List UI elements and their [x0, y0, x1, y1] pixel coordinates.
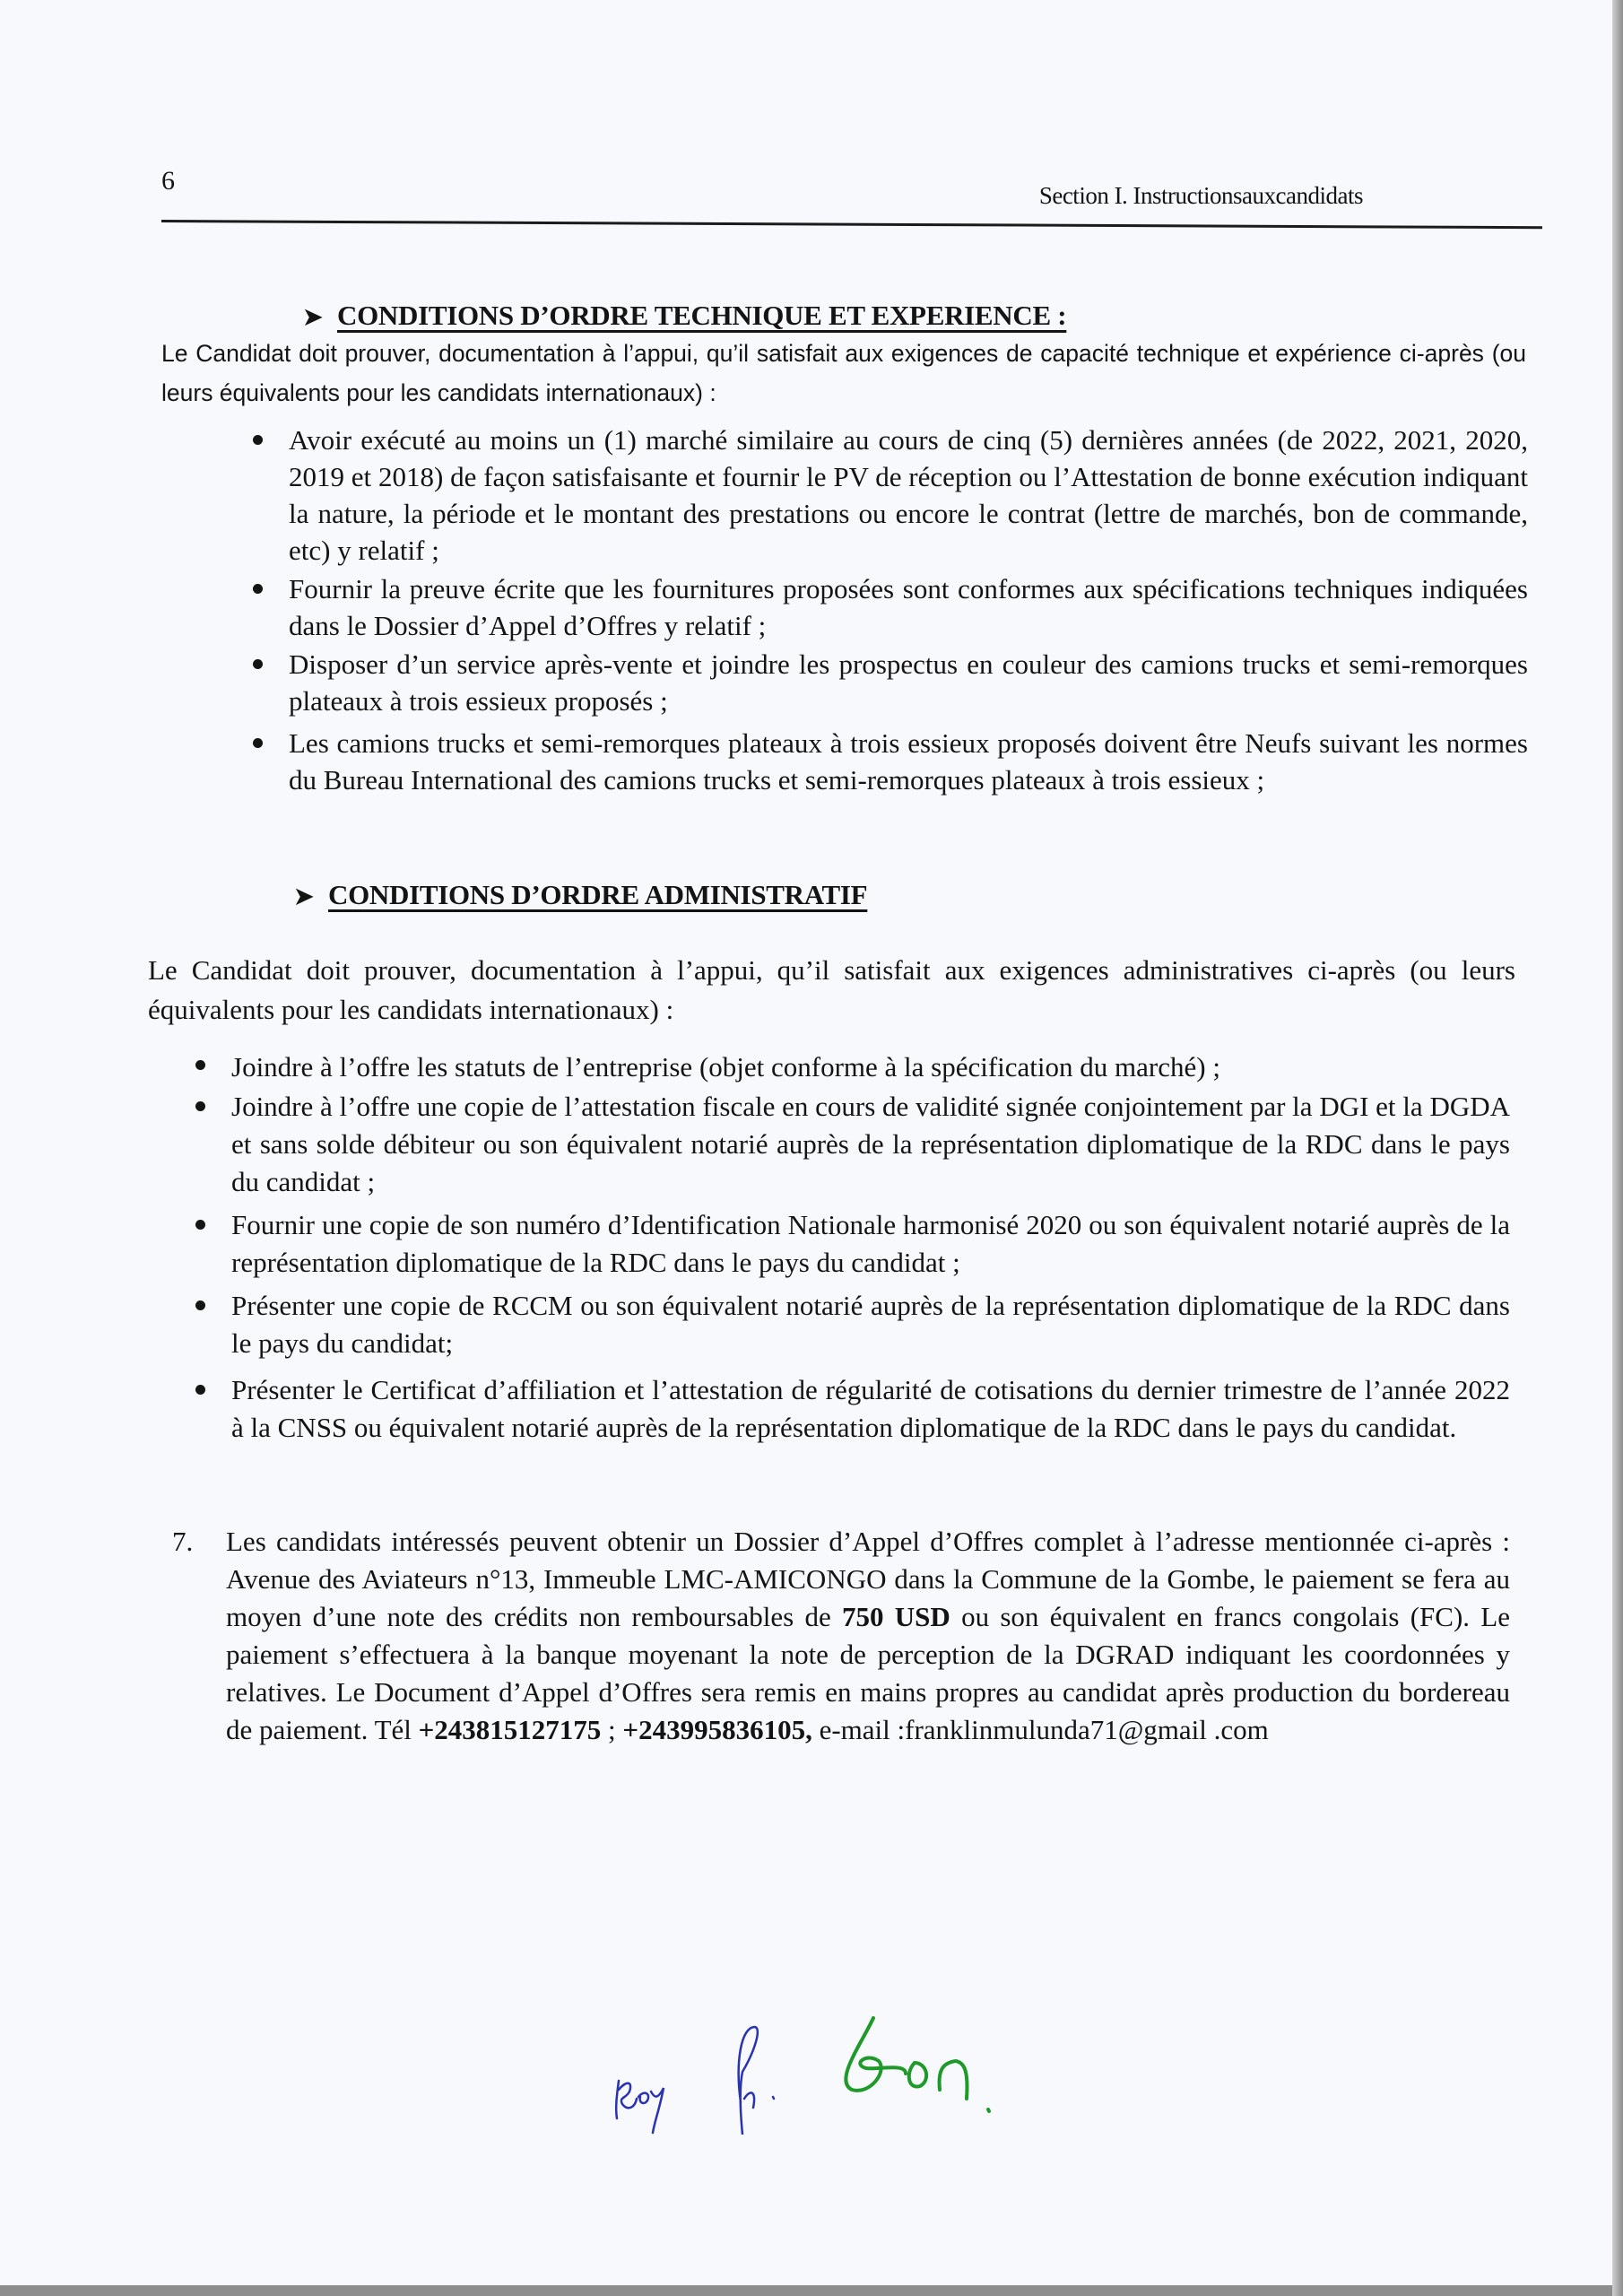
- technical-requirements-list: [289, 422, 1528, 798]
- list-item: Disposer d’un service après-vente et joindre les prospectus en couleur des camions trucks et semi-remorques plateaux à trois essieux proposés ;: [289, 646, 1528, 719]
- scan-edge-right: [1612, 0, 1623, 2296]
- bullet-icon: [195, 1220, 205, 1230]
- technical-heading: [303, 300, 1066, 332]
- list-item: Fournir une copie de son numéro d’Identification Nationale harmonisé 2020 ou son équivalent notarié auprès de la représentation diplomatique de la RDC dans le pays du candidat ;: [231, 1206, 1510, 1282]
- list-item: Les camions trucks et semi-remorques plateaux à trois essieux proposés doivent être Neufs suivant les normes du Bureau International des camions trucks et semi-remorques plateaux à trois essieux ;: [289, 725, 1528, 798]
- page-number: 6: [161, 166, 175, 196]
- bullet-icon: [195, 1385, 205, 1395]
- technical-heading-text: CONDITIONS D’ORDRE TECHNIQUE ET EXPERIENCE :: [337, 300, 1067, 331]
- administrative-requirements-list: [231, 1047, 1510, 1447]
- list-item: Avoir exécuté au moins un (1) marché similaire au cours de cinq (5) dernières années (de 2022, 2021, 2020, 2019 et 2018) de façon satisfaisante et fournir le PV de réception ou l’Attestation de bonne exécution indiquant la nature, la période et le montant des prestations ou encore le contrat (lettre de marchés, bon de commande, etc) y relatif ;: [289, 422, 1528, 569]
- arrow-bullet-icon: ➤: [294, 883, 314, 909]
- initials-blue-2: [739, 2027, 774, 2135]
- arrow-bullet-icon: ➤: [303, 304, 323, 330]
- initials-green: [846, 2018, 989, 2111]
- section-title: Section I. Instructionsauxcandidats: [1038, 182, 1363, 209]
- scan-edge-bottom: [0, 2285, 1623, 2296]
- bullet-icon: [195, 1101, 205, 1111]
- bullet-icon: [253, 659, 263, 669]
- list-item: Présenter une copie de RCCM ou son équivalent notarié auprès de la représentation diplomatique de la RDC dans le pays du candidat;: [231, 1287, 1510, 1362]
- numbered-paragraph-7: 7. Les candidats intéressés peuvent obtenir un Dossier d’Appel d’Offres complet à l’adresse mentionnée ci-après : Avenue des Aviateurs n°13, Immeuble LMC-AMICONGO dans la Commune de la Gombe, le paiement se fera au moyen d’une note des crédits non remboursables de 750 USD ou son équivalent en francs congolais (FC). Le paiement s’effectuera à la banque moyenant la note de perception de la DGRAD indiquant les coordonnées y relatives. Le Document d’Appel d’Offres sera remis en mains propres au candidat après production du bordereau de paiement. Tél +243815127175 ; +243995836105, e-mail :franklinmulunda71@gmail .com: [226, 1523, 1510, 1749]
- header-rule: [161, 220, 1542, 229]
- item-number: 7.: [172, 1526, 194, 1557]
- technical-intro: Le Candidat doit prouver, documentation à l’appui, qu’il satisfait aux exigences de capacité technique et expérience ci-après (ou leurs équivalents pour les candidats internationaux) :: [161, 340, 1526, 406]
- administrative-heading-text: CONDITIONS D’ORDRE ADMINISTRATIF: [328, 879, 868, 910]
- administrative-intro: Le Candidat doit prouver, documentation à l’appui, qu’il satisfait aux exigences administratives ci-après (ou leurs équivalents pour les candidats internationaux) :: [148, 954, 1515, 1025]
- phone-number: +243815127175: [418, 1714, 602, 1745]
- fee-amount: 750 USD: [842, 1601, 950, 1632]
- email-address: e-mail :franklinmulunda71@gmail .com: [812, 1714, 1269, 1745]
- handwritten-signatures: [583, 1955, 1085, 2135]
- bullet-icon: [253, 584, 263, 594]
- list-item: Présenter le Certificat d’affiliation et l’attestation de régularité de cotisations du dernier trimestre de l’année 2022 à la CNSS ou équivalent notarié auprès de la représentation diplomatique de la RDC dans le pays du candidat.: [231, 1371, 1510, 1447]
- list-item: Joindre à l’offre les statuts de l’entreprise (objet conforme à la spécification du marché) ;: [231, 1047, 1510, 1088]
- phone-number: +243995836105,: [622, 1714, 812, 1745]
- list-item: Fournir la preuve écrite que les fournitures proposées sont conformes aux spécifications techniques indiquées dans le Dossier d’Appel d’Offres y relatif ;: [289, 570, 1528, 644]
- initials-blue-1: [616, 2081, 664, 2133]
- bullet-icon: [253, 738, 263, 748]
- bullet-icon: [195, 1300, 205, 1310]
- administrative-heading: [294, 879, 867, 911]
- list-item: Joindre à l’offre une copie de l’attestation fiscale en cours de validité signée conjointement par la DGI et la DGDA et sans solde débiteur ou son équivalent notarié auprès de la représentation diplomatique de la RDC dans le pays du candidat ;: [231, 1088, 1510, 1201]
- bullet-icon: [253, 435, 263, 445]
- bullet-icon: [195, 1060, 205, 1070]
